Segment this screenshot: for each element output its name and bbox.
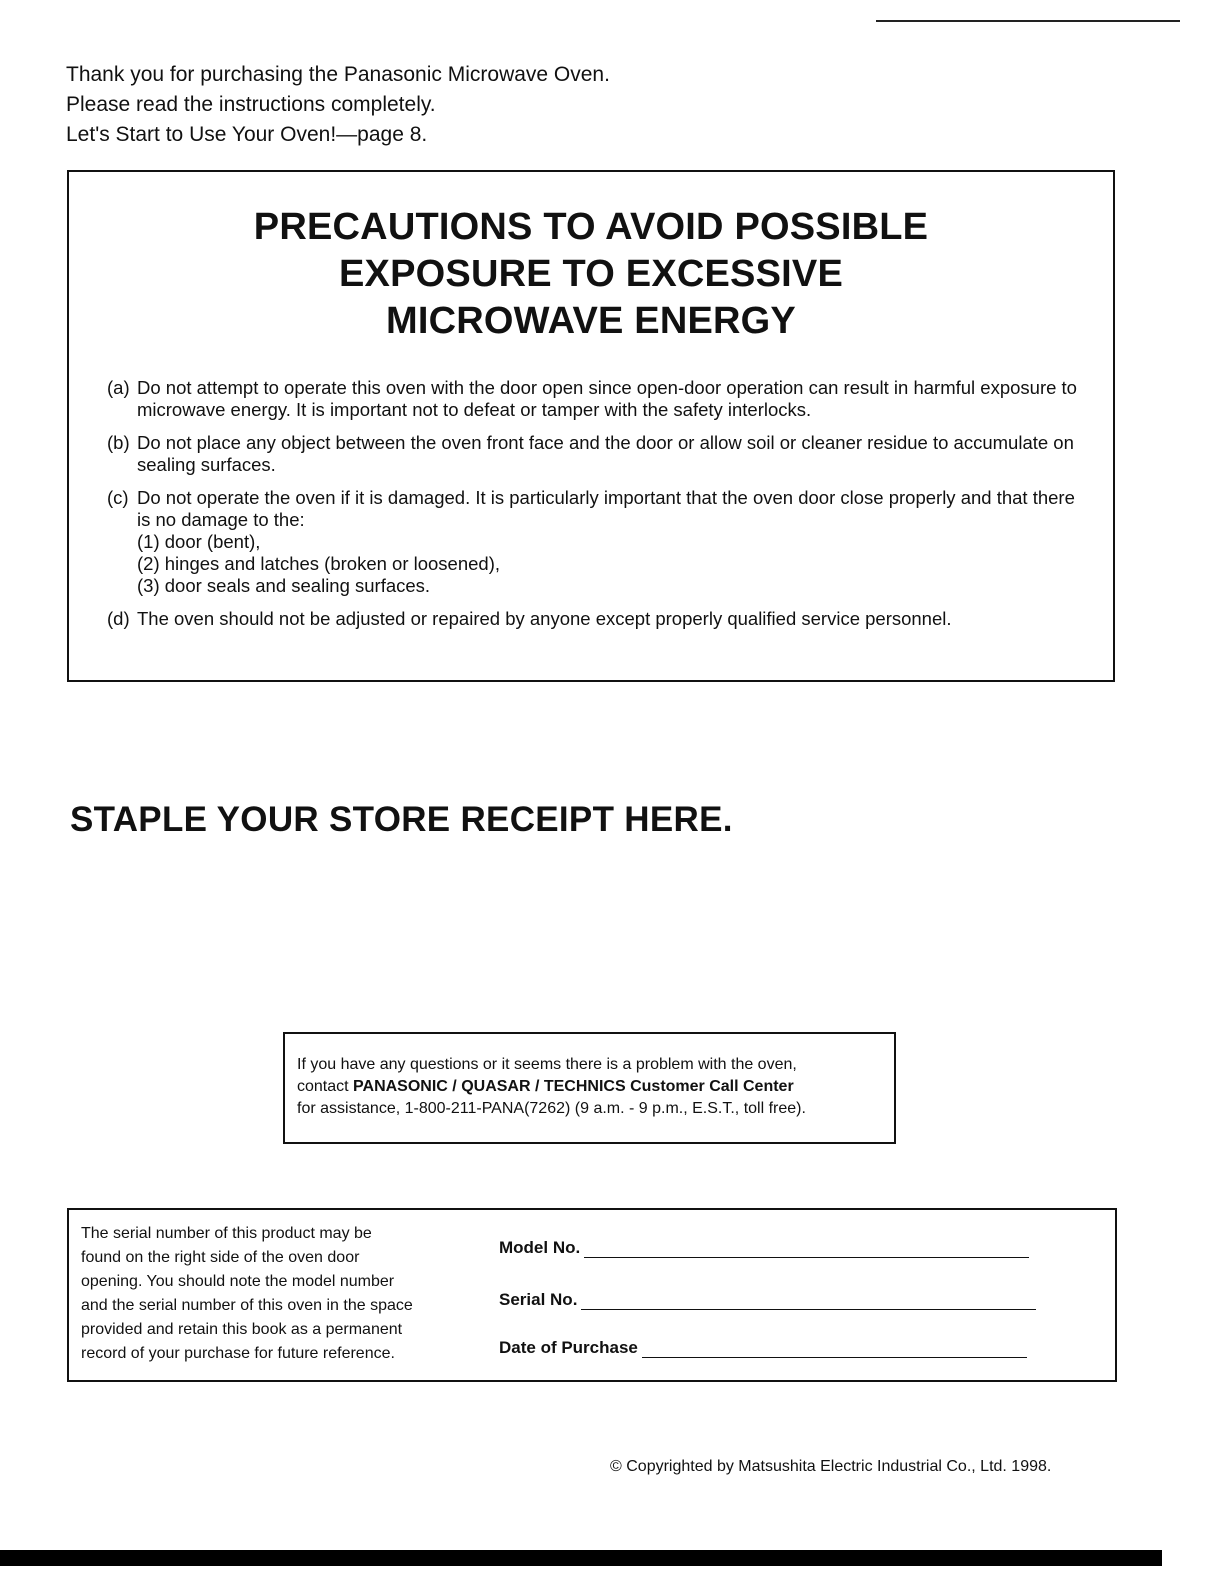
serial-text-line: found on the right side of the oven door: [81, 1249, 360, 1266]
title-line: EXPOSURE TO EXCESSIVE: [339, 253, 843, 295]
model-field: [499, 1238, 1029, 1258]
model-label: Model No.: [499, 1238, 581, 1257]
intro-line: Please read the instructions completely.: [66, 93, 436, 116]
serial-label: Serial No.: [499, 1290, 578, 1309]
serial-instructions: [81, 1222, 481, 1366]
precautions-box: [67, 170, 1115, 682]
call-center-prefix: contact: [297, 1078, 354, 1095]
item-text: Do not operate the oven if it is damaged. It is particularly important that the oven door close properly and that there is no damage to the:: [137, 487, 1075, 530]
date-input-line[interactable]: [642, 1341, 1027, 1358]
intro-line: Thank you for purchasing the Panasonic Microwave Oven.: [66, 63, 610, 86]
call-center-line: [297, 1076, 884, 1098]
serial-text-line: opening. You should note the model number: [81, 1273, 395, 1290]
precaution-item: [107, 487, 1082, 597]
model-input-line[interactable]: [584, 1241, 1029, 1258]
subitem: (1) door (bent),: [137, 531, 261, 552]
serial-record-box: [67, 1208, 1117, 1382]
serial-text-line: record of your purchase for future reference.: [81, 1345, 395, 1362]
serial-input-line[interactable]: [581, 1293, 1036, 1310]
date-field: [499, 1338, 1027, 1358]
item-text: The oven should not be adjusted or repaired by anyone except properly qualified service personnel.: [137, 608, 952, 629]
item-letter: (d): [107, 608, 130, 629]
item-letter: (a): [107, 377, 130, 398]
item-body: [137, 487, 1082, 597]
call-center-box: [283, 1032, 896, 1144]
serial-text-line: and the serial number of this oven in the space: [81, 1297, 413, 1314]
date-label: Date of Purchase: [499, 1338, 638, 1357]
bottom-bar: [0, 1550, 1162, 1566]
precautions-title: [69, 204, 1113, 345]
intro-text: [66, 60, 610, 150]
call-center-line: for assistance, 1-800-211-PANA(7262) (9 a.m. - 9 p.m., E.S.T., toll free).: [297, 1100, 806, 1117]
copyright: © Copyrighted by Matsushita Electric Industrial Co., Ltd. 1998.: [610, 1458, 1052, 1475]
title-line: MICROWAVE ENERGY: [386, 300, 796, 342]
precaution-item: [107, 608, 1082, 630]
serial-field: [499, 1290, 1036, 1310]
top-rule: [876, 20, 1180, 22]
item-text: Do not attempt to operate this oven with the door open since open-door operation can result in harmful exposure to microwave energy. It is important not to defeat or tamper with the safety interlocks.: [137, 377, 1077, 420]
precaution-item: [107, 432, 1082, 476]
subitem: (2) hinges and latches (broken or loosened),: [137, 553, 501, 574]
intro-line: Let's Start to Use Your Oven!—page 8.: [66, 123, 428, 146]
serial-text-line: The serial number of this product may be: [81, 1225, 372, 1242]
item-letter: (b): [107, 432, 130, 453]
call-center-line: If you have any questions or it seems there is a problem with the oven,: [297, 1056, 797, 1073]
item-letter: (c): [107, 487, 129, 508]
subitem: (3) door seals and sealing surfaces.: [137, 575, 431, 596]
title-line: PRECAUTIONS TO AVOID POSSIBLE: [253, 206, 929, 248]
item-text: Do not place any object between the oven front face and the door or allow soil or cleaner residue to accumulate on sealing surfaces.: [137, 432, 1074, 475]
precaution-list: [107, 377, 1082, 641]
serial-text-line: provided and retain this book as a permanent: [81, 1321, 403, 1338]
precaution-item: [107, 377, 1082, 421]
staple-heading: STAPLE YOUR STORE RECEIPT HERE.: [70, 800, 733, 839]
call-center-name: PANASONIC / QUASAR / TECHNICS Customer Call Center: [353, 1078, 794, 1095]
